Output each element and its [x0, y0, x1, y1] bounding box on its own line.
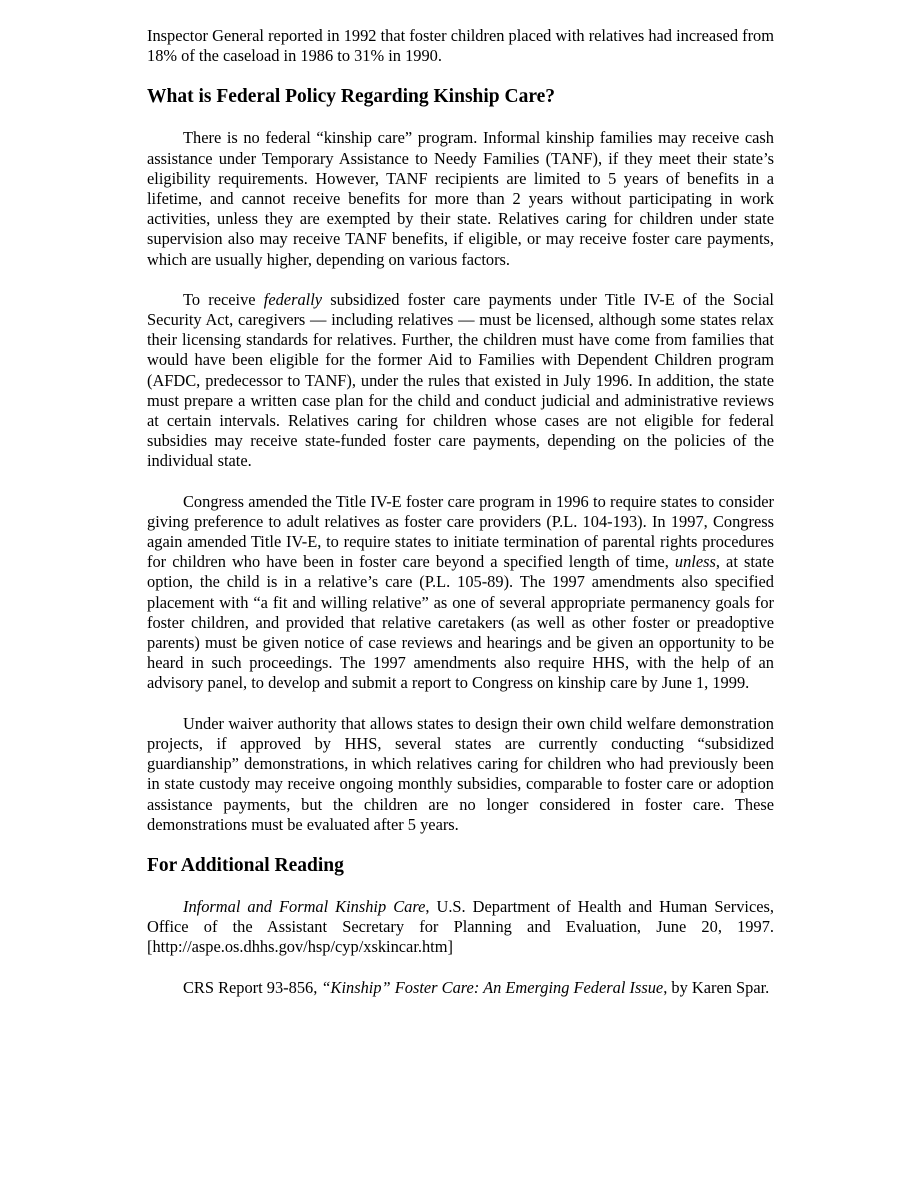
section-heading-federal-policy: What is Federal Policy Regarding Kinship Care? [147, 86, 556, 108]
paragraph-title-ive-payments: To receive federally subsidized foster care payments under Title IV-E of the Social Security Act, caregivers — including relatives — must be licensed, although some states relax their licensing standards for relatives. Further, the children must have come from families that would have been eligible for the former Aid to Families with Dependent Children program (AFDC, predecessor to TANF), under the rules that existed in July 1996. In addition, the state must prepare a written case plan for the child and conduct judicial and administrative reviews at certain intervals. Relatives caring for children whose cases are not eligible for federal subsidies may receive state-funded foster care payments, depending on the policies of the individual state. [147, 289, 774, 471]
reference-hhs-report: Informal and Formal Kinship Care, U.S. Department of Health and Human Services, Office of the Assistant Secretary for Planning and Evaluation, June 20, 1997. [http://aspe.os.dhhs.gov/hsp/cyp/xskincar.htm] [147, 896, 774, 957]
paragraph-congress-amendments: Congress amended the Title IV-E foster care program in 1996 to require states to consider giving preference to adult relatives as foster care providers (P.L. 104-193). In 1997, Congress again amended Title IV-E, to require states to initiate termination of parental rights procedures for children who have been in foster care beyond a specified length of time, unless, at state option, the child is in a relative’s care (P.L. 105-89). The 1997 amendments also specified placement with “a fit and willing relative” as one of several appropriate permanency goals for foster children, and provided that relative caretakers (as well as other foster or preadoptive parents) must be given notice of case reviews and hearings and be given an opportunity to be heard in such proceedings. The 1997 amendments also require HHS, with the help of an advisory panel, to develop and submit a report to Congress on kinship care by June 1, 1999. [147, 491, 774, 693]
intro-paragraph: Inspector General reported in 1992 that foster children placed with relatives had increased from 18% of the caseload in 1986 to 31% in 1990. [147, 26, 774, 66]
reference-crs-report: CRS Report 93-856, “Kinship” Foster Care: An Emerging Federal Issue, by Karen Spar. [183, 977, 770, 997]
document-page [147, 26, 774, 998]
section-heading-additional-reading: For Additional Reading [147, 854, 344, 876]
paragraph-no-federal-program: There is no federal “kinship care” program. Informal kinship families may receive cash assistance under Temporary Assistance to Needy Families (TANF), if they meet their state’s eligibility requirements. However, TANF recipients are limited to 5 years of benefits in a lifetime, and cannot receive benefits for more than 2 years without participating in work activities, unless they are exempted by their state. Relatives caring for children under state supervision also may receive TANF benefits, if eligible, or may receive foster care payments, which are usually higher, depending on various factors. [147, 128, 774, 269]
paragraph-waiver-authority: Under waiver authority that allows states to design their own child welfare demonstration projects, if approved by HHS, several states are currently conducting “subsidized guardianship” demonstrations, in which relatives caring for children who had previously been in state custody may receive ongoing monthly subsidies, comparable to foster care or adoption assistance payments, but the children are no longer considered in foster care. These demonstrations must be evaluated after 5 years. [147, 713, 774, 834]
